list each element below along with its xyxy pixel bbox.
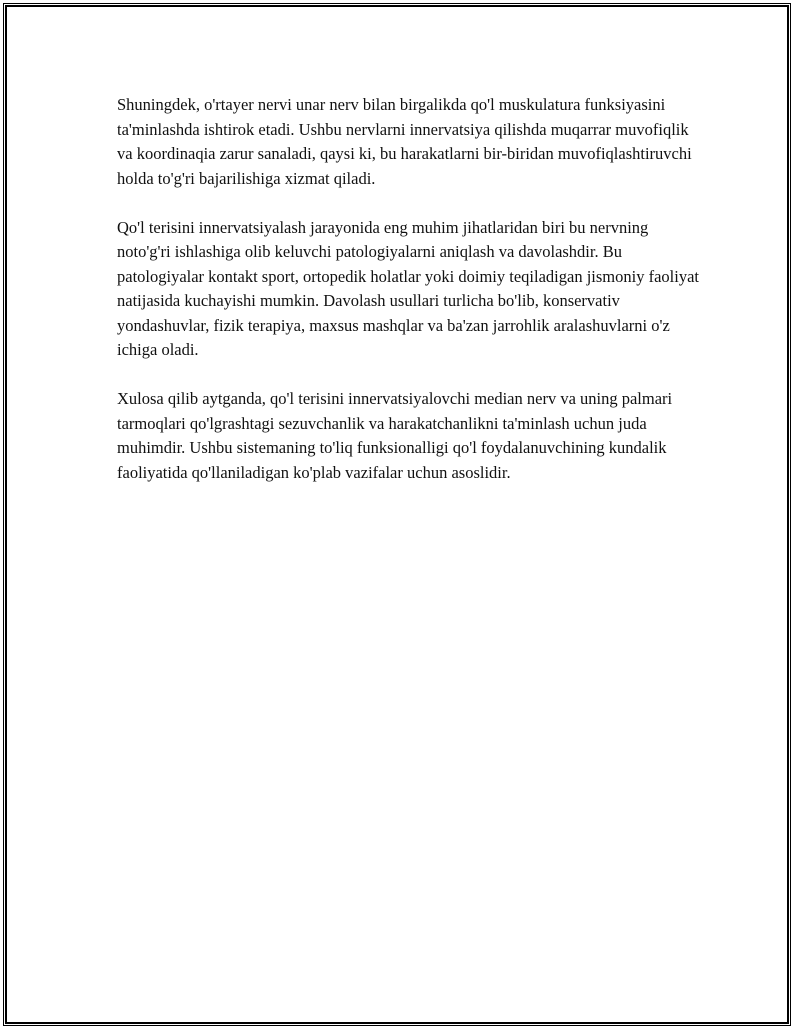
paragraph-3: Xulosa qilib aytganda, qo'l terisini innervatsiyalovchi median nerv va uning palmari tarmoqlari qo'lgrashtagi sezuvchanlik va harakatchanlikni ta'minlash uchun juda muhimdir. Ushbu sistemaning to'liq funksionalligi qo'l foydalanuvchining kundalik faoliyatida qo'llaniladigan ko'plab vazifalar uchun asoslidir. (117, 389, 673, 482)
paragraph-1: Shuningdek, o'rtayer nervi unar nerv bilan birgalikda qo'l muskulatura funksiyasini ta'minlashda ishtirok etadi. Ushbu nervlarni innervatsiya qilishda muqarrar muvofiqlik va koordinaqia zarur sanaladi, qaysi ki, bu harakatlarni bir-biridan muvofiqlashtiruvchi holda to'g'ri bajarilishiga xizmat qiladi. (117, 95, 692, 188)
paragraph-2: Qo'l terisini innervatsiyalash jarayonida eng muhim jihatlaridan biri bu nervning noto'g'ri ishlashiga olib keluvchi patologiyalarni aniqlash va davolashdir. Bu patologiyalar kontakt sport, ortopedik holatlar yoki doimiy teqiladigan jismoniy faoliyat natijasida kuchayishi mumkin. Davolash usullari turlicha bo'lib, konservativ yondashuvlar, fizik terapiya, maxsus mashqlar va ba'zan jarrohlik aralashuvlarni o'z ichiga oladi. (117, 217, 699, 359)
document-body (117, 93, 702, 510)
